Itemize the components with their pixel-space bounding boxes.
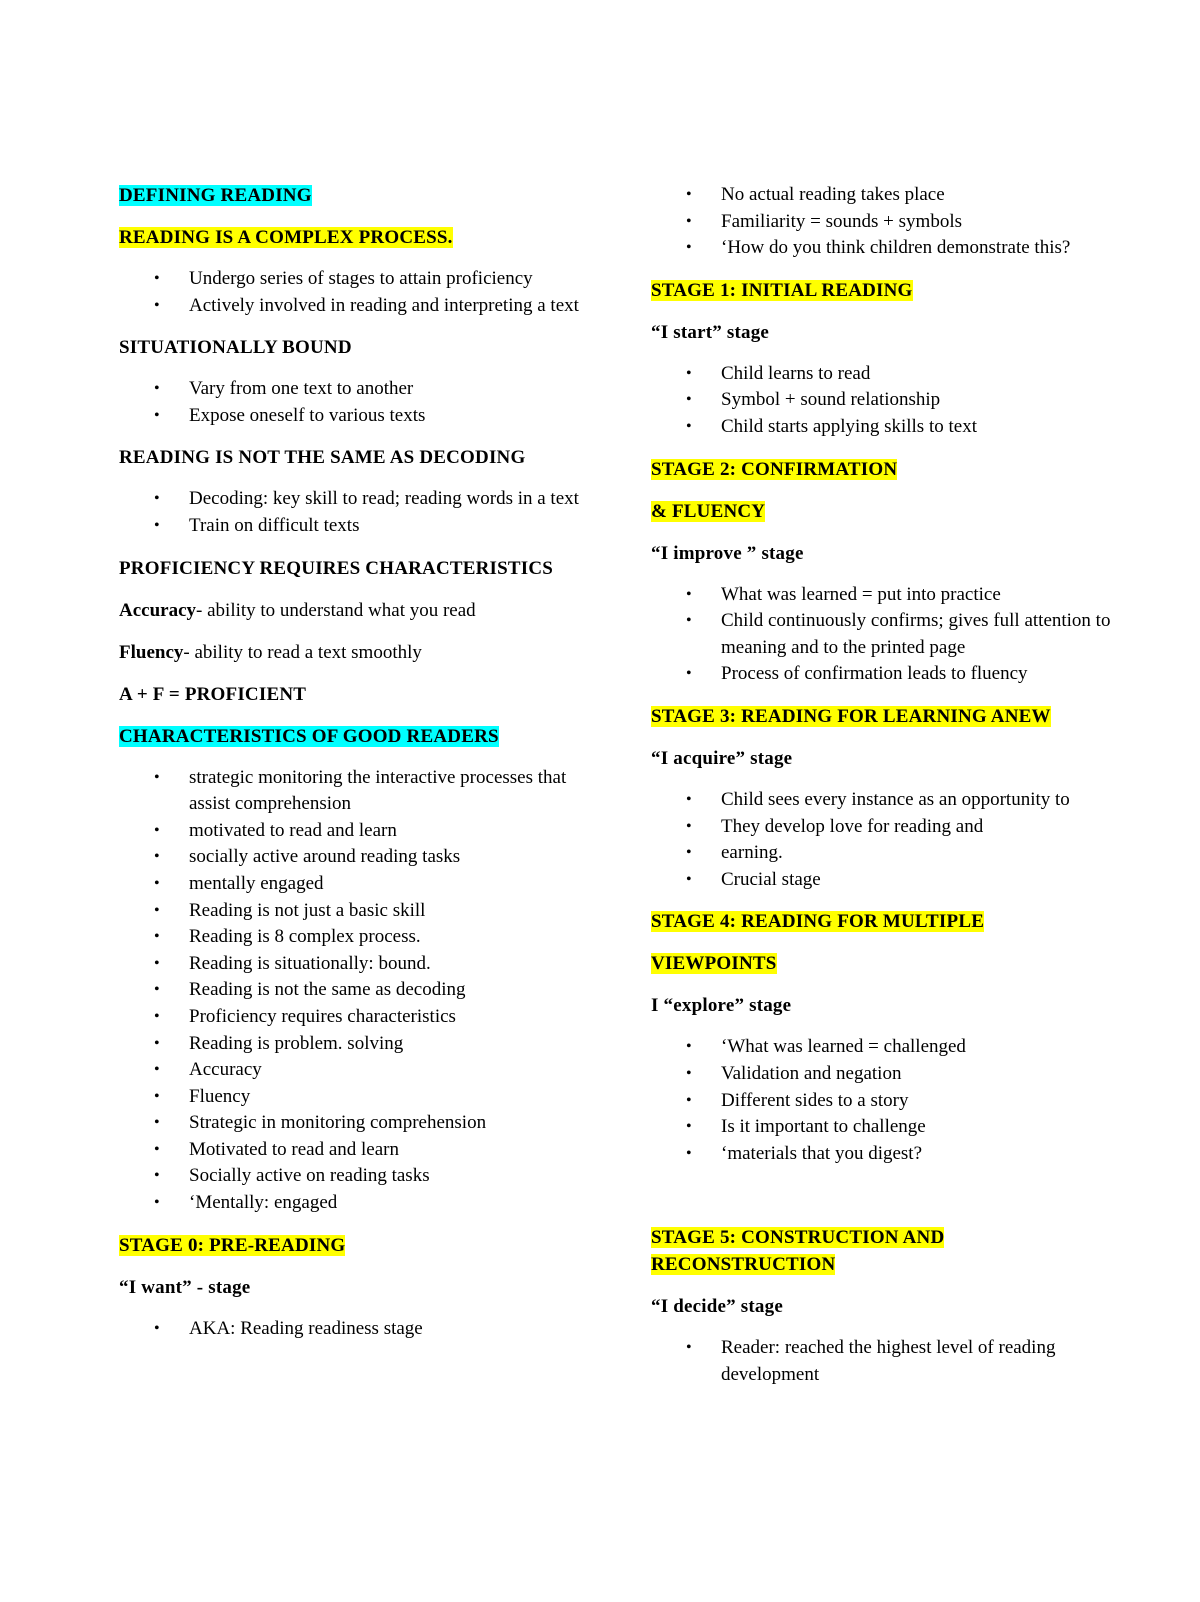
- list-item-text: Validation and negation: [721, 1062, 902, 1084]
- right-column: [651, 182, 1111, 1403]
- list-item-text: Undergo series of stages to attain proficiency: [189, 268, 533, 289]
- list-item: [651, 582, 1111, 609]
- list-item: [651, 1088, 1111, 1115]
- bullet-icon: •: [154, 380, 160, 398]
- bullet-icon: •: [154, 1194, 160, 1212]
- stage-2-list: [651, 582, 1111, 688]
- bullet-icon: •: [154, 296, 160, 314]
- list-item-text: Child learns to read: [721, 362, 871, 384]
- list-item-text: No actual reading takes place: [721, 184, 945, 205]
- stage-2-subtitle: “I improve ” stage: [651, 542, 804, 564]
- bullet-icon: •: [686, 1144, 692, 1162]
- bullet-icon: •: [154, 928, 160, 946]
- heading-stage-3: STAGE 3: READING FOR LEARNING ANEW: [651, 705, 1051, 727]
- bullet-icon: •: [154, 768, 160, 786]
- stage-0-continued-list: [651, 182, 1111, 262]
- list-item: [119, 1190, 589, 1217]
- list-item-text: They develop love for reading and: [721, 815, 984, 837]
- list-item-text: Train on difficult texts: [189, 514, 360, 536]
- list-item: [651, 414, 1111, 441]
- list-item: [119, 818, 589, 845]
- bullet-icon: •: [154, 516, 160, 534]
- decoding-list: [119, 486, 589, 539]
- list-item: [119, 844, 589, 871]
- list-item-text: Strategic in monitoring comprehension: [189, 1112, 487, 1134]
- bullet-icon: •: [154, 901, 160, 919]
- bullet-icon: •: [154, 954, 160, 972]
- bullet-icon: •: [686, 186, 692, 203]
- list-item: [119, 1137, 589, 1164]
- list-item: [119, 1004, 589, 1031]
- list-item-text: Process of confirmation leads to fluency: [721, 663, 1028, 685]
- list-item-text: Is it important to challenge: [721, 1116, 926, 1138]
- bullet-icon: •: [686, 1339, 692, 1357]
- bullet-icon: •: [686, 1064, 692, 1082]
- bullet-icon: •: [686, 612, 692, 630]
- spacer: [651, 1182, 1111, 1224]
- left-column: [119, 182, 589, 1357]
- list-item: [119, 898, 589, 925]
- stage-5-list: [651, 1335, 1111, 1388]
- list-item: [651, 608, 1111, 661]
- bullet-icon: •: [154, 1007, 160, 1025]
- list-item-text: Reading is problem. solving: [189, 1032, 404, 1054]
- list-item: [651, 661, 1111, 688]
- list-item-text: Different sides to a story: [721, 1089, 909, 1111]
- list-item-text: Reading is not just a basic skill: [189, 899, 426, 921]
- list-item: [651, 1061, 1111, 1088]
- stage-1-subtitle: “I start” stage: [651, 321, 770, 343]
- bullet-icon: •: [686, 239, 692, 257]
- list-item-text: Reading is 8 complex process.: [189, 926, 421, 948]
- heading-stage-5: STAGE 5: CONSTRUCTION AND RECONSTRUCTION: [651, 1227, 945, 1276]
- list-item-text: strategic monitoring the interactive processes that assist comprehension: [189, 766, 567, 815]
- list-item-text: Proficiency requires characteristics: [189, 1005, 456, 1027]
- stage-5-subtitle: “I decide” stage: [651, 1296, 783, 1318]
- list-item-text: Expose oneself to various texts: [189, 404, 426, 426]
- heading-stage-0: STAGE 0: PRE-READING: [119, 1234, 346, 1256]
- stage-1-list: [651, 361, 1111, 441]
- list-item-text: Familiarity = sounds + symbols: [721, 210, 962, 232]
- bullet-icon: •: [686, 817, 692, 835]
- list-item-text: Actively involved in reading and interpreting a text: [189, 294, 579, 316]
- list-item: [651, 235, 1111, 262]
- list-item: [651, 1335, 1111, 1388]
- list-item-text: Child sees every instance as an opportunity to: [721, 788, 1070, 810]
- list-item: [119, 513, 589, 540]
- list-item-text: Motivated to read and learn: [189, 1138, 399, 1160]
- heading-not-decoding: READING IS NOT THE SAME AS DECODING: [119, 447, 526, 469]
- heading-good-readers: CHARACTERISTICS OF GOOD READERS: [119, 725, 499, 747]
- stage-4-subtitle: I “explore” stage: [651, 995, 792, 1017]
- list-item-text: AKA: Reading readiness stage: [189, 1317, 423, 1339]
- list-item: [119, 486, 589, 513]
- list-item-text: ‘materials that you digest?: [721, 1142, 923, 1164]
- bullet-icon: •: [154, 490, 160, 508]
- bullet-icon: •: [154, 1319, 160, 1337]
- list-item: [651, 840, 1111, 867]
- bullet-icon: •: [686, 364, 692, 382]
- fluency-definition: Fluency- ability to read a text smoothly: [119, 641, 422, 663]
- bullet-icon: •: [154, 1167, 160, 1185]
- list-item-text: Crucial stage: [721, 868, 821, 890]
- list-item-text: Socially active on reading tasks: [189, 1165, 430, 1187]
- list-item: [119, 924, 589, 951]
- list-item-text: ‘Mentally: engaged: [189, 1192, 338, 1214]
- list-item: [651, 867, 1111, 894]
- bullet-icon: •: [686, 212, 692, 230]
- bullet-icon: •: [154, 406, 160, 424]
- bullet-icon: •: [154, 1034, 160, 1052]
- list-item: [651, 1034, 1111, 1061]
- list-item-text: ‘What was learned = challenged: [721, 1036, 966, 1058]
- bullet-icon: •: [154, 874, 160, 892]
- list-item: [119, 266, 589, 293]
- stage-4-list: [651, 1034, 1111, 1167]
- list-item-text: mentally engaged: [189, 872, 324, 894]
- list-item-text: Child continuously confirms; gives full attention to meaning and to the printed page: [721, 610, 1111, 658]
- list-item: [119, 403, 589, 430]
- list-item: [119, 1110, 589, 1137]
- bullet-icon: •: [154, 848, 160, 866]
- stage-0-subtitle: “I want” - stage: [119, 1276, 251, 1298]
- bullet-icon: •: [686, 665, 692, 683]
- list-item: [119, 977, 589, 1004]
- list-item-text: socially active around reading tasks: [189, 846, 461, 868]
- list-item-text: ‘How do you think children demonstrate this?: [721, 237, 1071, 259]
- bullet-icon: •: [686, 391, 692, 409]
- list-item-text: Symbol + sound relationship: [721, 389, 941, 411]
- bullet-icon: •: [154, 1061, 160, 1079]
- list-item: [119, 1057, 589, 1084]
- list-item: [119, 951, 589, 978]
- stage-3-subtitle: “I acquire” stage: [651, 747, 793, 769]
- heading-stage-2-line2: & FLUENCY: [651, 500, 766, 522]
- list-item: [119, 293, 589, 320]
- list-item: [651, 182, 1111, 209]
- heading-stage-1: STAGE 1: INITIAL READING: [651, 279, 913, 301]
- list-item: [119, 1031, 589, 1058]
- stage-3-list: [651, 787, 1111, 893]
- heading-situationally-bound: SITUATIONALLY BOUND: [119, 337, 352, 359]
- list-item: [119, 765, 589, 818]
- bullet-icon: •: [686, 1038, 692, 1056]
- complex-list: [119, 266, 589, 319]
- list-item: [651, 387, 1111, 414]
- list-item-text: Accuracy: [189, 1059, 262, 1081]
- bullet-icon: •: [686, 870, 692, 888]
- bullet-icon: •: [686, 790, 692, 808]
- list-item: [651, 814, 1111, 841]
- list-item: [119, 1163, 589, 1190]
- bullet-icon: •: [154, 1140, 160, 1158]
- bullet-icon: •: [686, 1118, 692, 1136]
- list-item: [651, 1114, 1111, 1141]
- heading-stage-2-line1: STAGE 2: CONFIRMATION: [651, 458, 898, 480]
- list-item-text: Reading is not the same as decoding: [189, 979, 466, 1001]
- list-item-text: What was learned = put into practice: [721, 583, 1001, 605]
- list-item: [119, 376, 589, 403]
- accuracy-definition: Accuracy- ability to understand what you read: [119, 599, 476, 621]
- list-item: [651, 787, 1111, 814]
- bullet-icon: •: [686, 417, 692, 435]
- list-item-text: Reading is situationally: bound.: [189, 952, 431, 974]
- bullet-icon: •: [154, 1114, 160, 1132]
- list-item: [651, 361, 1111, 388]
- list-item-text: earning.: [721, 842, 783, 864]
- bullet-icon: •: [686, 844, 692, 862]
- list-item: [119, 1316, 589, 1343]
- stage-0-list: [119, 1316, 589, 1343]
- list-item-text: Vary from one text to another: [189, 378, 414, 400]
- heading-stage-4-line1: STAGE 4: READING FOR MULTIPLE: [651, 911, 985, 933]
- bullet-icon: •: [154, 270, 160, 287]
- heading-stage-4-line2: VIEWPOINTS: [651, 953, 777, 975]
- heading-complex-process: READING IS A COMPLEX PROCESS.: [119, 227, 453, 248]
- heading-defining-reading: DEFINING READING: [119, 185, 312, 206]
- bullet-icon: •: [154, 821, 160, 839]
- list-item-text: motivated to read and learn: [189, 819, 397, 841]
- list-item-text: Fluency: [189, 1085, 251, 1107]
- good-readers-list: [119, 765, 589, 1217]
- situational-list: [119, 376, 589, 429]
- list-item-text: Reader: reached the highest level of reading development: [721, 1337, 1056, 1385]
- bullet-icon: •: [686, 1091, 692, 1109]
- list-item-text: Decoding: key skill to read; reading words in a text: [189, 488, 579, 510]
- list-item-text: Child starts applying skills to text: [721, 415, 977, 437]
- list-item: [119, 871, 589, 898]
- bullet-icon: •: [154, 981, 160, 999]
- proficient-formula: A + F = PROFICIENT: [119, 683, 307, 705]
- heading-proficiency: PROFICIENCY REQUIRES CHARACTERISTICS: [119, 557, 554, 579]
- list-item: [651, 1141, 1111, 1168]
- bullet-icon: •: [154, 1087, 160, 1105]
- list-item: [119, 1084, 589, 1111]
- bullet-icon: •: [686, 585, 692, 603]
- list-item: [651, 209, 1111, 236]
